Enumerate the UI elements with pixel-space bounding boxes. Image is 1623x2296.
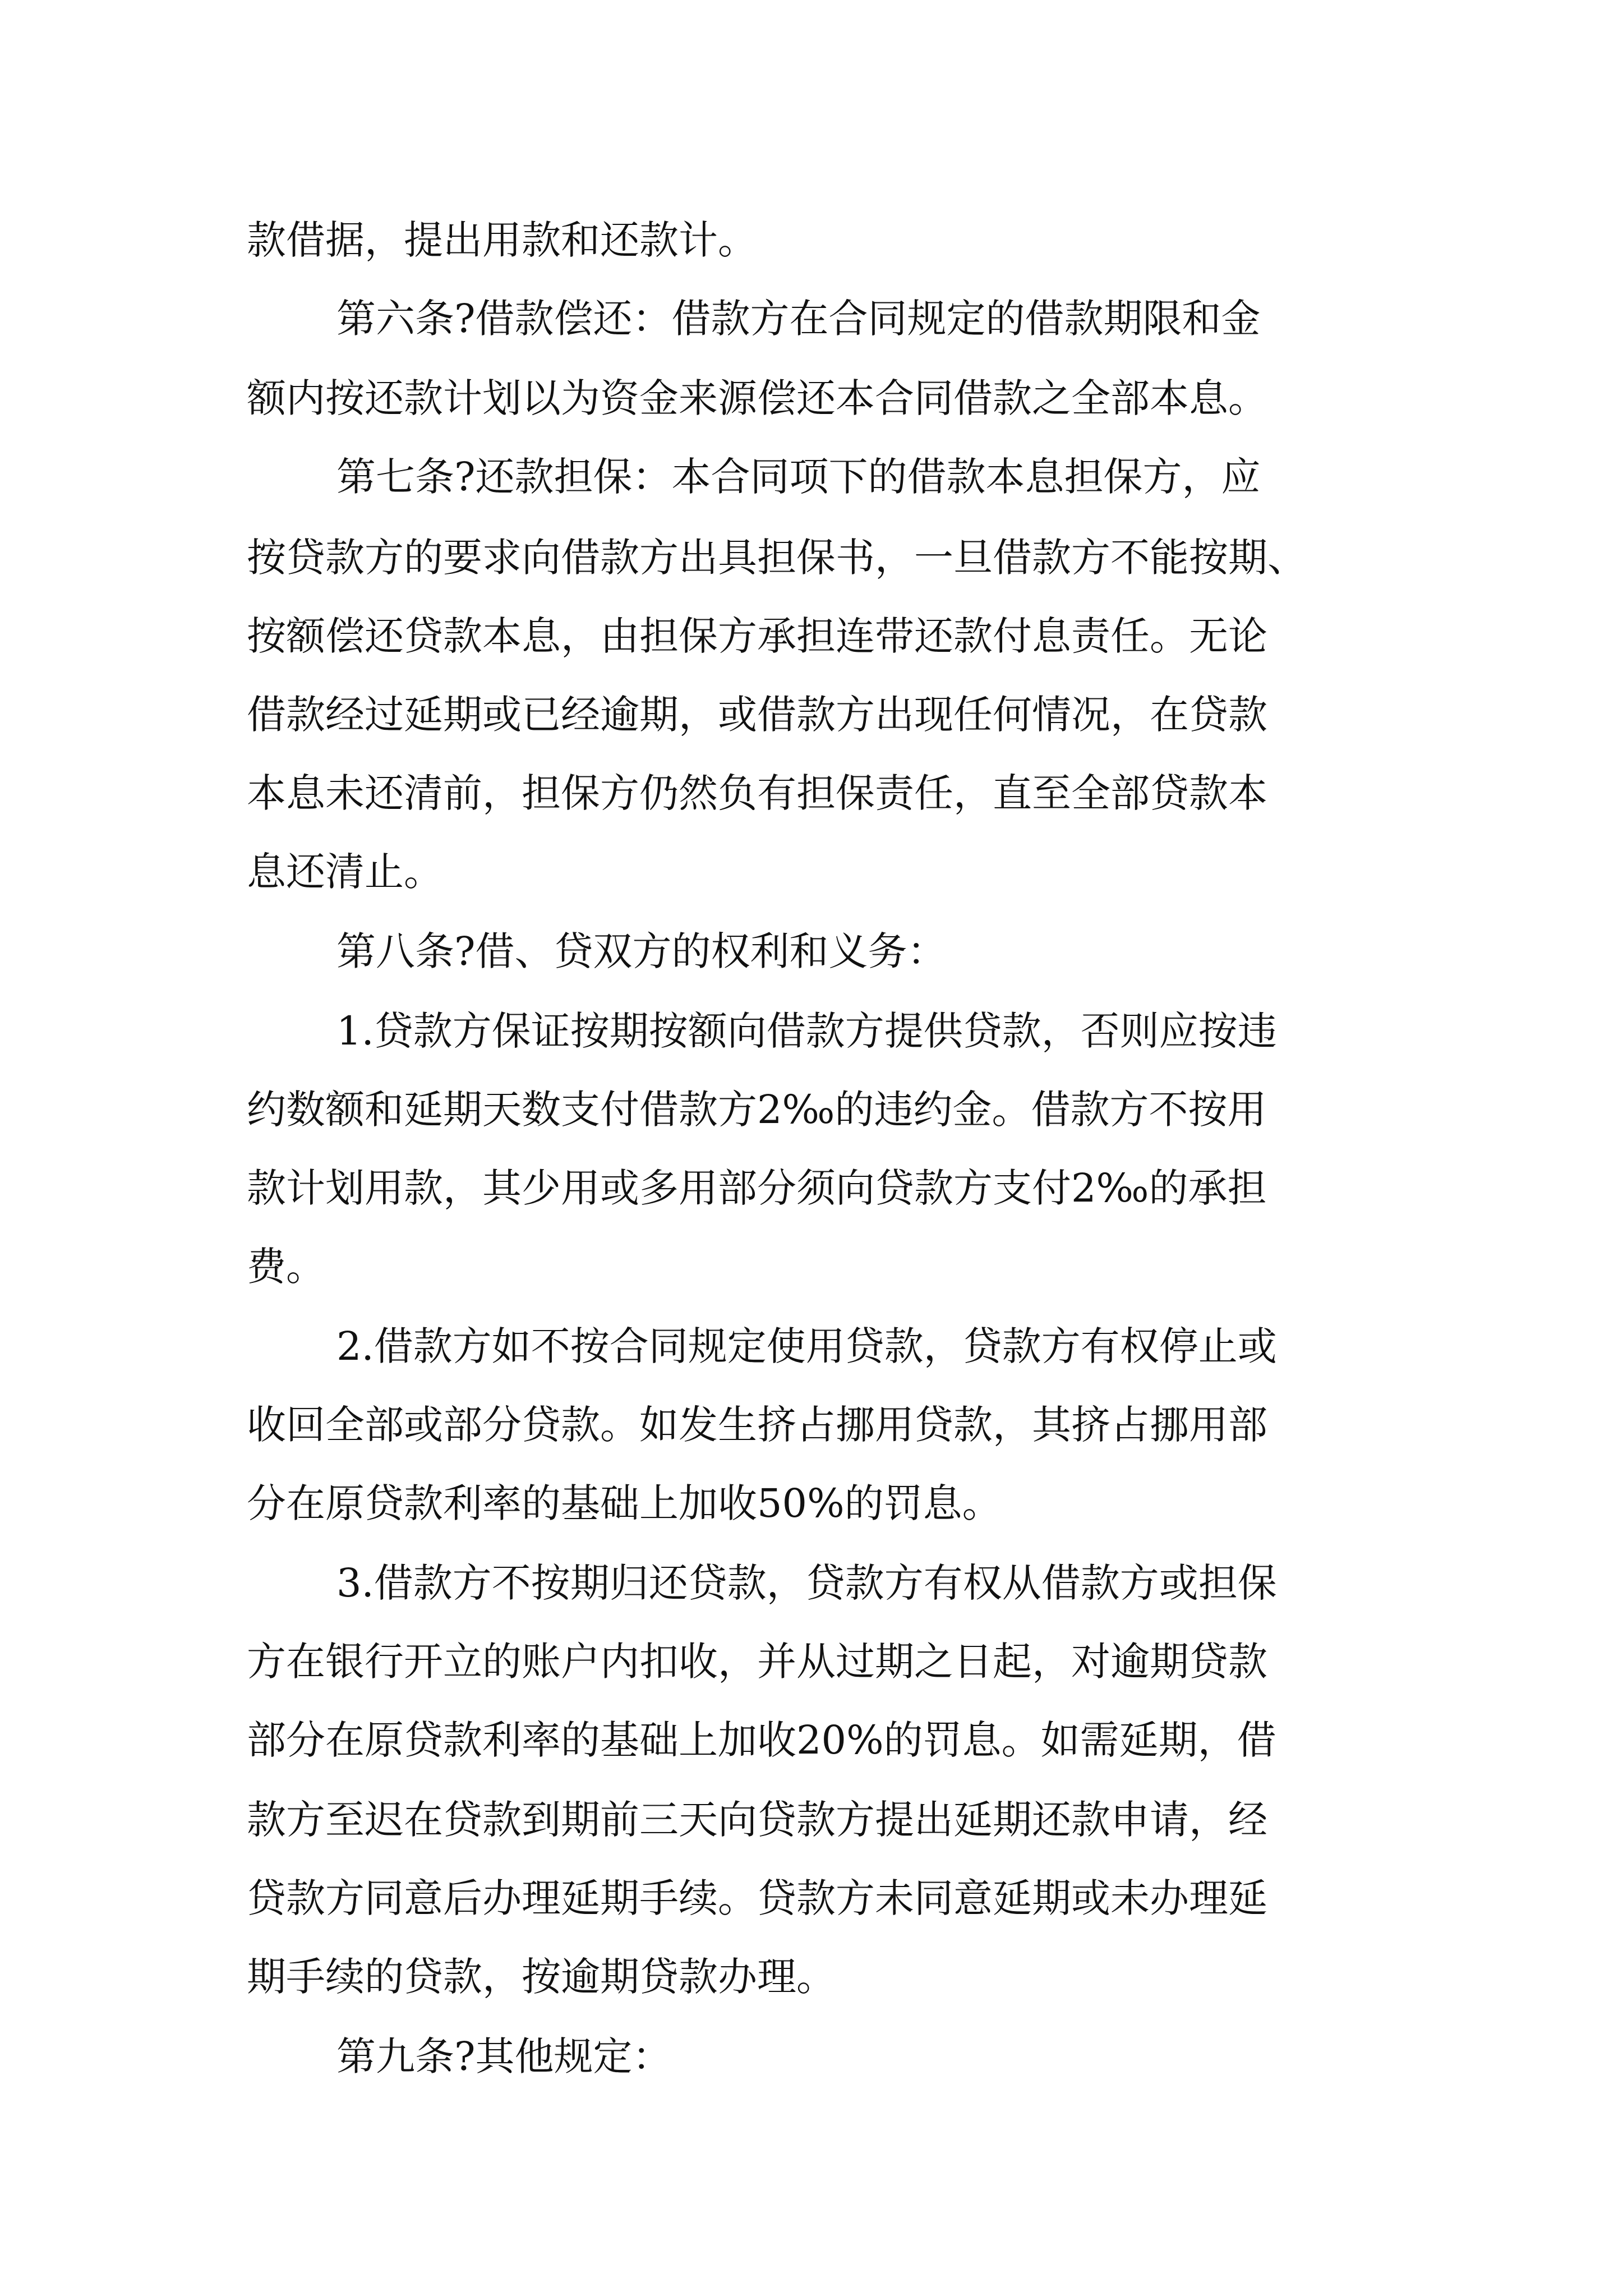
- text-line-6: 按额偿还贷款本息，由担保方承担连带还款付息责任。无论: [247, 613, 1267, 659]
- text-line-16: 收回全部或部分贷款。如发生挤占挪用贷款，其挤占挪用部: [247, 1402, 1267, 1448]
- text-line-14: 费。: [247, 1244, 325, 1290]
- text-line-13: 款计划用款，其少用或多用部分须向贷款方支付2‰的承担: [247, 1165, 1267, 1211]
- text-line-7: 借款经过延期或已经逾期，或借款方出现任何情况，在贷款: [247, 692, 1267, 738]
- text-line-24: 第九条?其他规定：: [336, 2033, 672, 2079]
- text-line-21: 款方至迟在贷款到期前三天向贷款方提出延期还款申请，经: [247, 1797, 1267, 1843]
- text-line-12: 约数额和延期天数支付借款方2‰的违约金。借款方不按用: [247, 1087, 1267, 1133]
- text-line-15: 2.借款方如不按合同规定使用贷款，贷款方有权停止或: [336, 1323, 1277, 1369]
- text-line-2: 第六条?借款偿还：借款方在合同规定的借款期限和金: [336, 296, 1261, 342]
- text-line-5: 按贷款方的要求向借款方出具担保书，一旦借款方不能按期、: [247, 535, 1307, 581]
- text-line-9: 息还清止。: [247, 849, 443, 895]
- text-line-8: 本息未还清前，担保方仍然负有担保责任，直至全部贷款本: [247, 770, 1267, 816]
- text-line-22: 贷款方同意后办理延期手续。贷款方未同意延期或未办理延: [247, 1875, 1267, 1921]
- text-line-18: 3.借款方不按期归还贷款，贷款方有权从借款方或担保: [336, 1560, 1277, 1606]
- text-line-17: 分在原贷款利率的基础上加收50%的罚息。: [247, 1480, 1002, 1526]
- text-line-11: 1.贷款方保证按期按额向借款方提供贷款，否则应按违: [336, 1008, 1277, 1054]
- text-line-19: 方在银行开立的账户内扣收，并从过期之日起，对逾期贷款: [247, 1639, 1267, 1685]
- text-line-23: 期手续的贷款，按逾期贷款办理。: [247, 1954, 836, 2000]
- text-line-10: 第八条?借、贷双方的权利和义务：: [336, 928, 947, 974]
- text-line-1: 款借据，提出用款和还款计。: [247, 217, 757, 263]
- text-line-20: 部分在原贷款利率的基础上加收20%的罚息。如需延期，借: [247, 1717, 1276, 1763]
- text-line-4: 第七条?还款担保：本合同项下的借款本息担保方，应: [336, 454, 1261, 500]
- text-line-3: 额内按还款计划以为资金来源偿还本合同借款之全部本息。: [247, 375, 1267, 421]
